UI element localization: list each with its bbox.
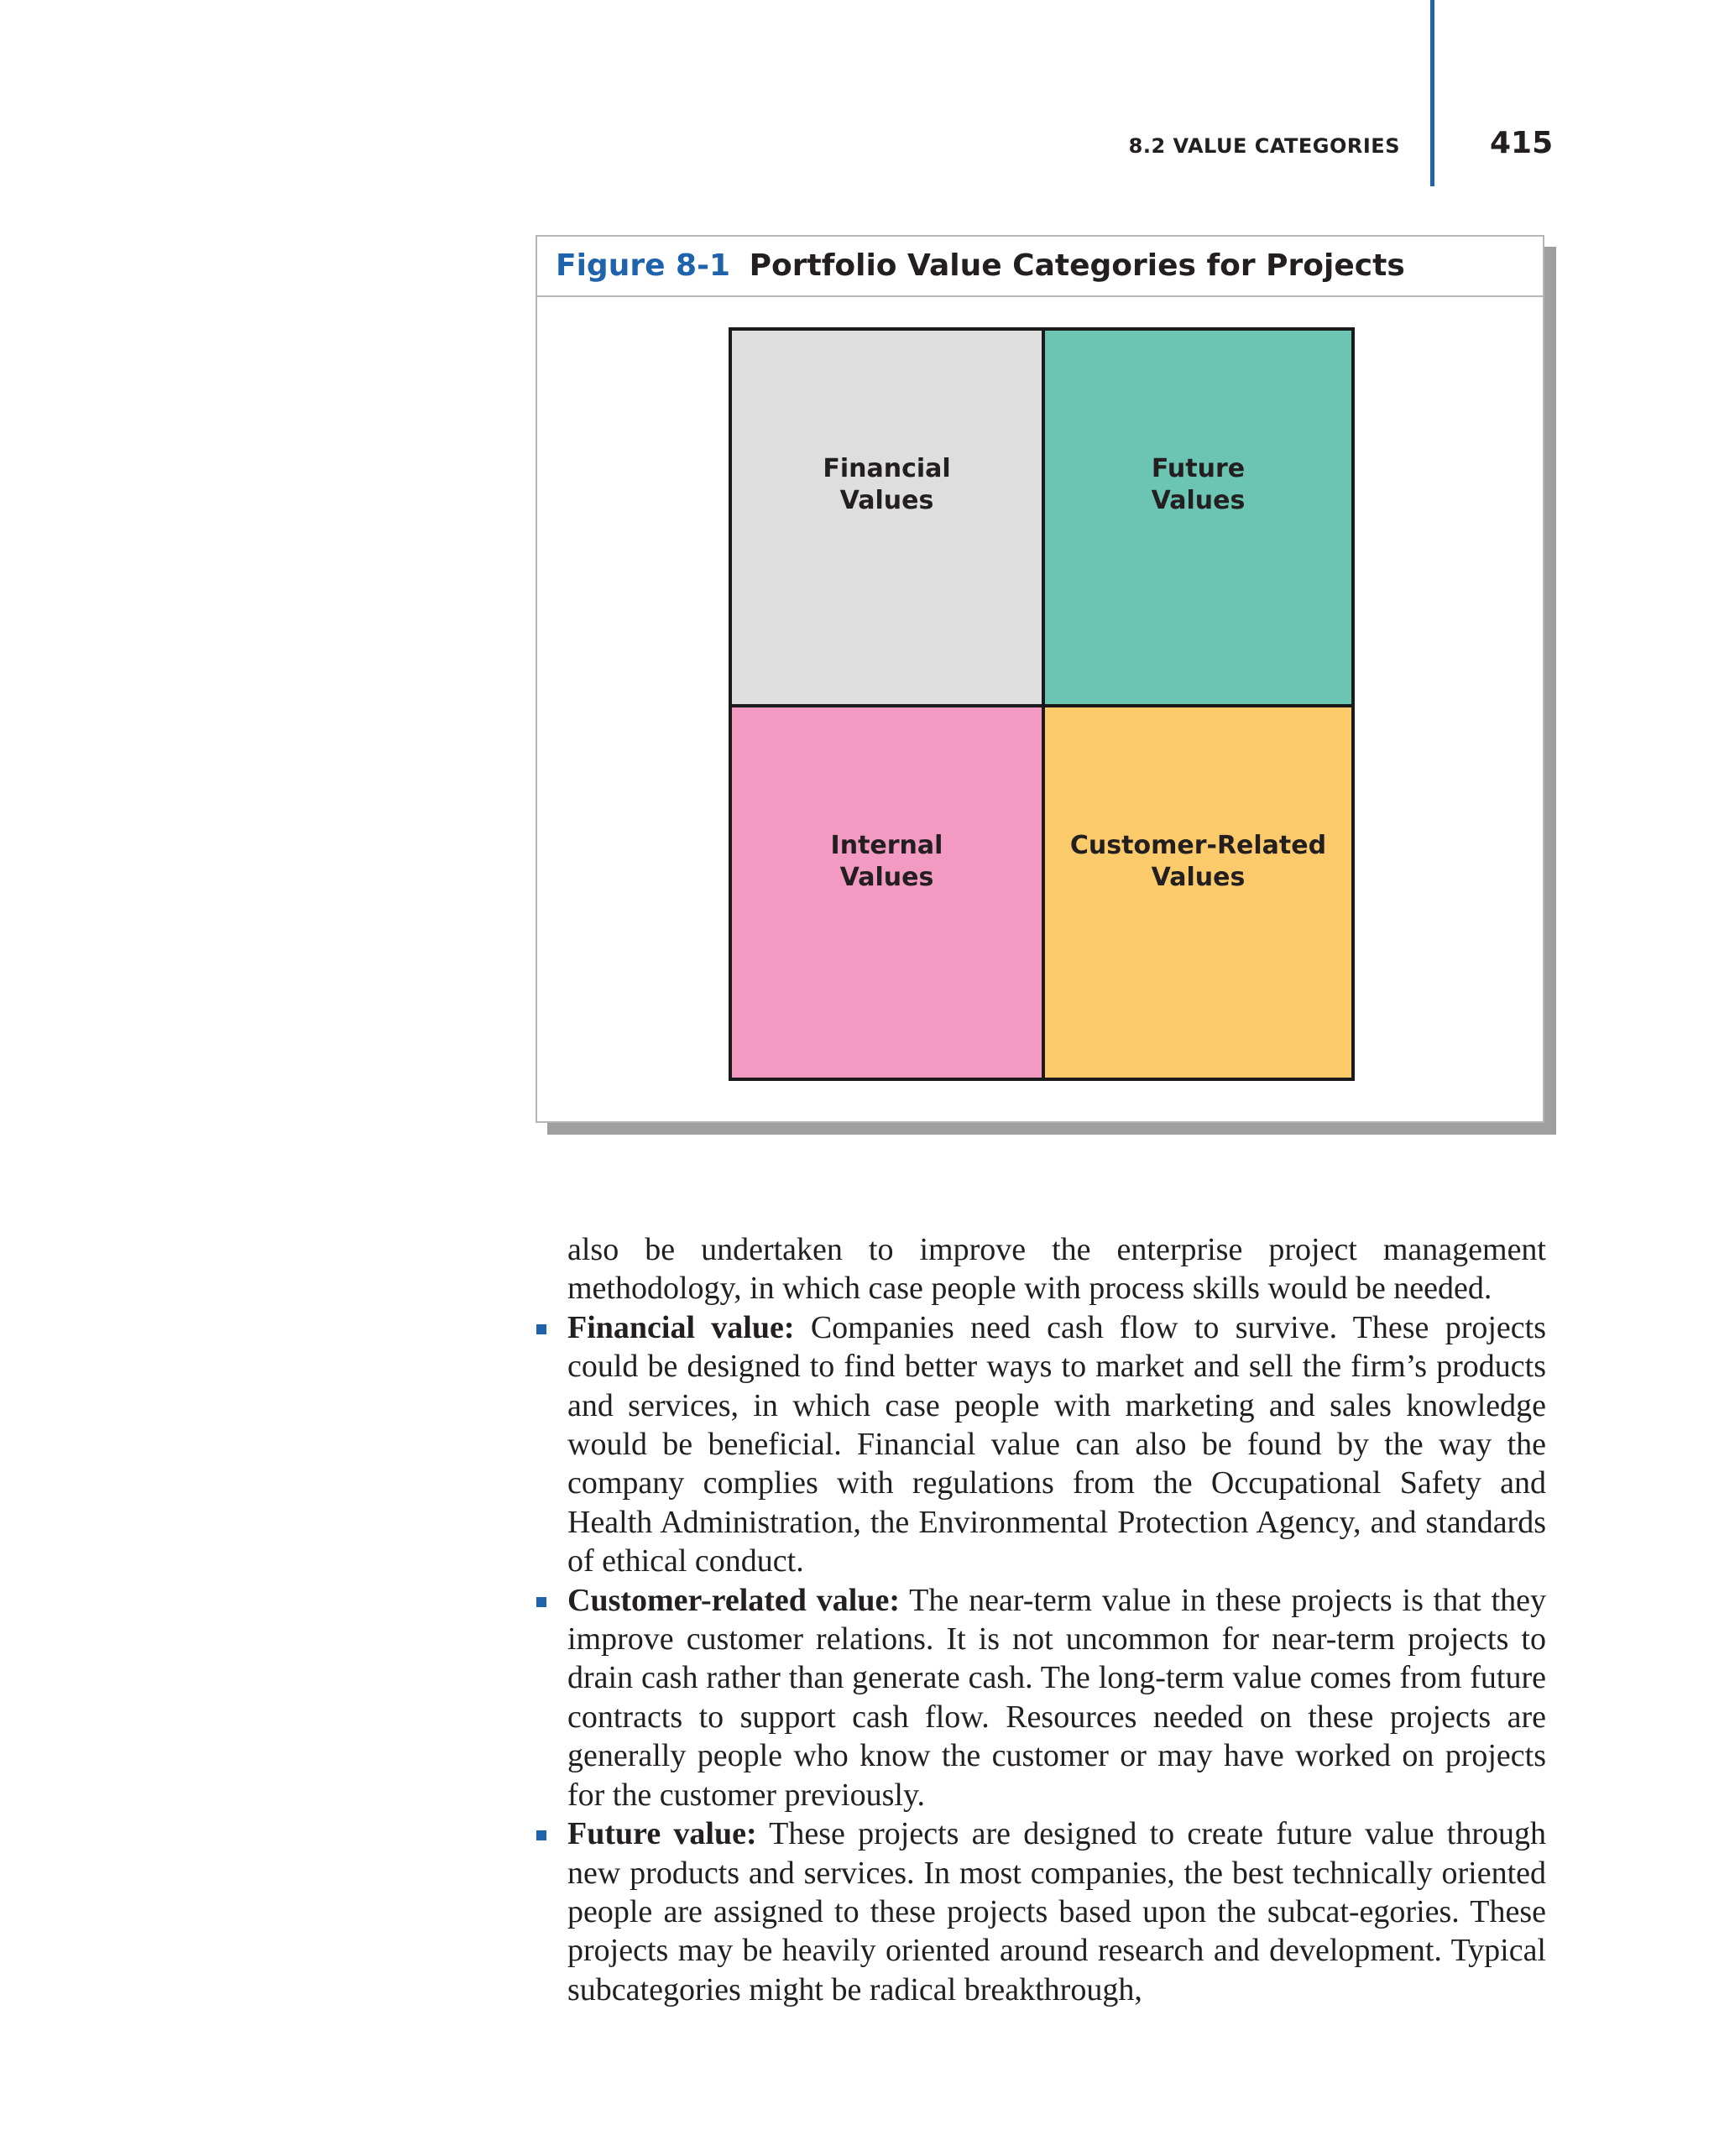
quadrant-label	[1152, 453, 1246, 517]
caption-divider	[537, 295, 1543, 297]
intro-paragraph: also be undertaken to improve the enterprise project management methodology, in which case people with process skills would be needed.	[567, 1232, 1546, 1307]
quadrant-label-line2: Values	[839, 862, 934, 892]
quadrant-label	[831, 830, 943, 894]
running-head: 8.2 VALUE CATEGORIES	[1128, 134, 1400, 158]
quadrant-label-line1: Customer-Related	[1069, 830, 1327, 860]
bullet-customer-related-value	[567, 1581, 1546, 1814]
bullet-lead: Financial value:	[567, 1309, 795, 1345]
page-number: 415	[1490, 126, 1554, 160]
figure-label: Figure 8-1	[556, 248, 731, 283]
quadrant-customer-related-values	[1043, 706, 1351, 1078]
bullet-lead: Future value:	[567, 1816, 757, 1852]
quadrant-future-values	[1043, 331, 1351, 706]
quadrant-label	[1070, 830, 1326, 894]
quadrant-financial-values	[732, 331, 1043, 706]
figure-caption	[556, 248, 1405, 283]
header-rule	[1430, 0, 1434, 186]
square-bullet-icon	[536, 1324, 546, 1334]
bullet-future-value	[567, 1814, 1546, 2009]
quadrant-label-line2: Values	[1151, 485, 1246, 515]
quadrant-label-line1: Financial	[823, 453, 951, 483]
quadrant-internal-values	[732, 706, 1043, 1078]
figure-title: Portfolio Value Categories for Projects	[749, 248, 1405, 283]
figure-box	[536, 235, 1544, 1123]
quadrant-label-line2: Values	[1151, 862, 1246, 892]
quadrant-label	[823, 453, 950, 517]
square-bullet-icon	[536, 1597, 546, 1607]
quadrant-label-line1: Future	[1151, 453, 1246, 483]
bullet-text: The near-term value in these projects is that they improve customer relations. It is not uncommon for near-term projects to drain cash rather than generate cash. The long-term value comes from future contracts to support cash flow. Resources needed on these projects are generally people who know the customer or may have worked on projects for the customer previously.	[567, 1582, 1546, 1813]
quadrant-label-line1: Internal	[830, 830, 943, 860]
bullet-financial-value	[567, 1308, 1546, 1581]
quadrant-label-line2: Values	[839, 485, 934, 515]
bullet-text: Companies need cash flow to survive. These projects could be designed to find better ways to market and sell the firm’s products and services, in which case people with marketing and sales knowledge would be beneficial. Financial value can also be found by the way the company complies with regulations from the Occupational Safety and Health Administration, the Environmental Protection Agency, and standards of ethical conduct.	[567, 1309, 1546, 1579]
bullet-text: These projects are designed to create future value through new products and services. In most companies, the best technically oriented people are assigned to these projects based upon the subcat-egories. These projects may be heavily oriented around research and development. Typical subcategories might be radical breakthrough,	[567, 1816, 1546, 2007]
square-bullet-icon	[536, 1830, 546, 1840]
body-text	[567, 1230, 1546, 2009]
value-quadrant-grid	[729, 327, 1355, 1081]
bullet-lead: Customer-related value:	[567, 1582, 900, 1618]
